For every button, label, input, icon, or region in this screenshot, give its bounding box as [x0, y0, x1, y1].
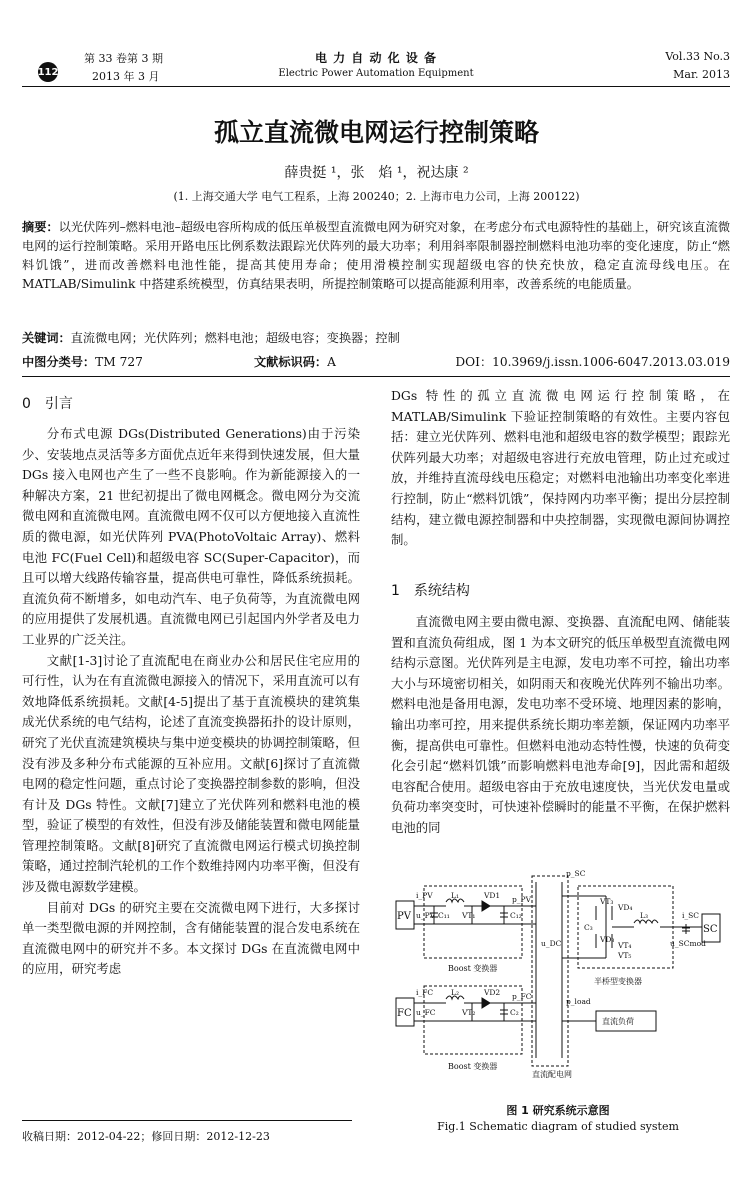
label-vt3: VT₃ — [600, 897, 614, 906]
label-c12: C₁₂ — [510, 911, 522, 920]
capacitor — [682, 924, 690, 934]
dc-grid-label: 直流配电网 — [532, 1070, 572, 1079]
label-ufc: u_FC — [416, 1008, 436, 1017]
right-column-top — [391, 386, 730, 551]
header-rule — [22, 86, 730, 87]
abstract-text: 以光伏阵列–燃料电池–超级电容所构成的低压单极型直流微电网为研究对象，在考虑分布式电源特性的基础上，研究该直流微电网的运行控制策略。采用开路电压比例系数法跟踪光伏阵列的最大功率；利用斜率限制器控制燃料电池功率的变化速度，防止“燃料饥饿”，进而改善燃料电池性能，提高其使用寿命；使用滑模控制实现超级电容的快充快放，稳定直流母线电压。在 MATLAB/Simulink 中搭建系统模型，仿真结果表明，所提控制策略可以提高能源利用率，改善系统的电能质量。 — [22, 220, 731, 291]
paragraph: 分布式电源 DGs(Distributed Generations)由于污染少、安装地点灵活等多方面优点近年来得到快速发展，但大量 DGs 接入电网也产生了一些不良影响。作为新能源接入的一种解决方案，21 世纪初提出了微电网概念。微电网分为交流微电网和直流微电网。直流微电网不仅可以方便地接入直流性质的微电源，如光伏阵列 PVA(PhotoVoltaic Array)、燃料电池 FC(Fuel Cell)和超级电容 SC(Super-Capacitor)，而且可以增大线路传输容量，提高供电可靠性，降低系统损耗。直流负荷不断增多，如电动汽车、电子负荷等，为直流微电网的应用提供了发展机遇。直流微电网已引起国内外学者及电力工业界的广泛关注。 — [22, 426, 360, 647]
figure-caption-en: Fig.1 Schematic diagram of studied system — [437, 1120, 679, 1133]
label-l3: L₃ — [640, 911, 648, 920]
paper-title: 孤立直流微电网运行控制策略 — [213, 118, 539, 147]
label-ifc: i_FC — [416, 988, 434, 997]
keywords — [22, 329, 730, 346]
cls-label: 中图分类号： — [22, 355, 96, 369]
sc-label: SC — [703, 924, 718, 935]
volume-cn: 第 33 卷第 3 期 — [84, 52, 163, 65]
pv-label: PV — [397, 911, 411, 922]
classification-line — [22, 353, 730, 370]
paragraph: DGs 特性的孤立直流微电网运行控制策略，在 MATLAB/Simulink 下验证控制策略的有效性。主要内容包括：建立光伏阵列、燃料电池和超级电容的数学模型；跟踪光伏阵列最大功率；对超级电容进行充放电管理，防止过充或过放，并维持直流母线电压稳定；对燃料电池输出功率变化率进行控制，防止“燃料饥饿”，保持网内功率平衡；提出分层控制结构，建立微电源控制器和中央控制器，实现微电源间协调控制。 — [391, 388, 730, 548]
label-ipv: i_PV — [416, 891, 433, 900]
date-en: Mar. 2013 — [673, 68, 730, 81]
label-vt4: VT₄ — [618, 941, 632, 950]
received-date: 收稿日期：2012-04-22；修回日期：2012-12-23 — [22, 1130, 270, 1143]
abstract-rule — [22, 376, 730, 377]
abstract — [22, 218, 730, 294]
label-c2: C₂ — [510, 1008, 519, 1017]
label-pload: p_load — [566, 997, 591, 1006]
paragraph: 直流微电网主要由微电源、变换器、直流配电网、储能装置和直流负荷组成，图 1 为本文研究的低压单极型直流微电网结构示意图。光伏阵列是主电源，发电功率不可控，输出功率大小与环境密切相关，如阴雨天和夜晚光伏阵列不输出功率。燃料电池是备用电源，发电功率不受环境、地理因素的影响，输出功率可控，用来提供系统长期功率差额，保证网内功率平衡，提高供电可靠性。但燃料电池动态特性慢，快速的负荷变化会引起“燃料饥饿”而影响燃料电池寿命[9]，因此需和超级电容配合使用。超级电容由于充放电速度快，当光伏发电量或负荷功率突变时，可快速补偿瞬时的能量不平衡，在保护燃料电池的同 — [391, 614, 730, 835]
boost2-box — [424, 986, 522, 1054]
boost1-label: Boost 变换器 — [448, 964, 498, 973]
diode-vd1 — [482, 901, 490, 911]
doc-code-label: 文献标识码： — [254, 355, 328, 369]
figure-caption-cn: 图 1 研究系统示意图 — [506, 1104, 610, 1117]
keywords-label: 关键词： — [22, 331, 71, 345]
inductor-l3 — [634, 920, 658, 923]
label-vt5: VT₅ — [618, 951, 632, 960]
paragraph: 目前对 DGs 的研究主要在交流微电网下进行，大多探讨单一类型微电源的并网控制，含有储能装置的混合发电系统在直流微电网中的研究并不多。本文探讨 DGs 在直流微电网中的应用，研究考虑 — [22, 899, 360, 977]
label-pfc: p_FC — [512, 992, 532, 1001]
boost2-label: Boost 变换器 — [448, 1062, 498, 1071]
label-udc: u_DC — [541, 939, 562, 948]
label-c11: C₁₁ — [438, 911, 450, 920]
volume-en: Vol.33 No.3 — [665, 50, 730, 63]
journal-name-cn: 电 力 自 动 化 设 备 — [314, 51, 438, 65]
abstract-label: 摘要： — [22, 220, 59, 234]
affiliation: (1. 上海交通大学 电气工程系，上海 200240；2. 上海市电力公司，上海 200122) — [173, 190, 580, 203]
date-cn: 2013 年 3 月 — [92, 70, 160, 83]
right-column-bottom — [391, 612, 730, 839]
boost1-box — [424, 886, 522, 958]
left-column — [22, 424, 360, 980]
halfbridge-label: 半桥型变换器 — [594, 977, 642, 986]
label-c3: C₃ — [584, 923, 593, 932]
label-isc: i_SC — [682, 911, 700, 920]
section-1-title: 1 系统结构 — [391, 583, 470, 599]
page-number-badge: 112 — [38, 62, 58, 82]
authors: 薛贵挺 ¹，张 焰 ¹，祝达康 ² — [284, 165, 469, 181]
keywords-text: 直流微电网；光伏阵列；燃料电池；超级电容；变换器；控制 — [70, 331, 400, 345]
label-vd1: VD1 — [484, 891, 501, 900]
label-vd2: VD2 — [484, 988, 501, 997]
doc-code-value: A — [327, 355, 336, 369]
label-vd4: VD₄ — [618, 903, 633, 912]
label-ppv: p_PV — [512, 895, 532, 904]
label-vt1: VT₁ — [462, 911, 476, 920]
dc-load-label: 直流负荷 — [602, 1017, 634, 1026]
label-upv: u_PV — [416, 911, 436, 920]
cls-value: TM 727 — [95, 355, 143, 369]
doi: DOI：10.3969/j.issn.1006-6047.2013.03.019 — [455, 355, 730, 369]
paragraph: 文献[1-3]讨论了直流配电在商业办公和居民住宅应用的可行性，认为在有直流微电源接入的情况下，采用直流可以有效地降低系统损耗。文献[4-5]提出了基于直流模块的建筑集成光伏系统的电气结构，论述了直流变换器拓扑的设计原则，研究了光伏直流建筑模块与集中逆变模块的协调控制策略，但没有涉及多种分布式能源的互补应用。文献[6]探讨了直流微电网的稳定性问题，重点讨论了变换器控制参数的影响，但没有计及 DGs 特性。文献[7]建立了光伏阵列和燃料电池的模型，验证了模型的有效性，但没有涉及储能装置和微电网能量管理控制策略。文献[8]研究了直流微电网运行模式切换控制策略，通过控制汽轮机的工作个数维持网内功率平衡，但没有涉及微电源数学建模。 — [22, 652, 360, 895]
components — [472, 1003, 508, 1021]
dc-bus — [536, 882, 562, 1058]
label-vd3: VD₃ — [600, 935, 615, 944]
label-l2: L₂ — [451, 988, 459, 997]
label-vt2: VT₂ — [462, 1008, 476, 1017]
section-0-title: 0 引言 — [22, 396, 73, 412]
dc-grid-box — [532, 876, 568, 1066]
figure-1-circuit — [386, 846, 730, 1094]
diode-vd2 — [482, 998, 490, 1008]
journal-name-en: Electric Power Automation Equipment — [278, 68, 474, 79]
label-uscmod: u_SCmod — [670, 939, 706, 948]
fc-label: FC — [397, 1008, 412, 1019]
label-l1: L₁ — [451, 891, 459, 900]
label-psc: p_SC — [566, 869, 586, 878]
footnote-rule — [22, 1120, 352, 1121]
